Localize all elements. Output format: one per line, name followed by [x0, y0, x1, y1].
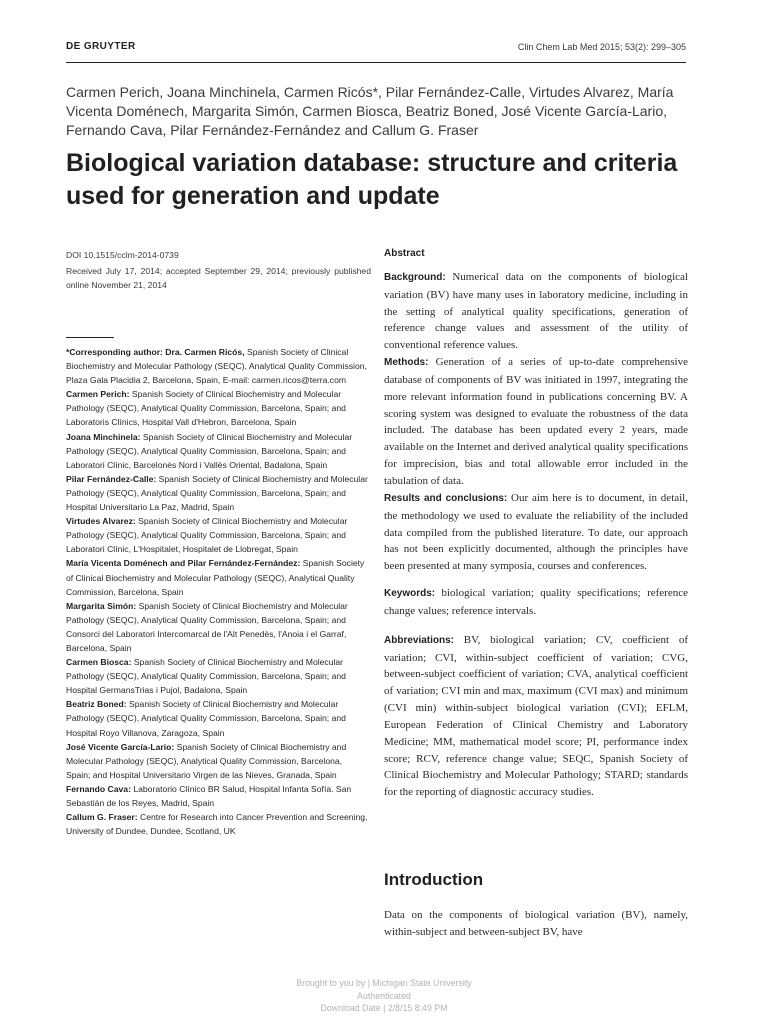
abbreviations-text: BV, biological variation; CV, coefficient of variation; CVI, within-subject coefficient of variation; CVG, between-subject coefficient of variation; CVA, analytical coefficient of variation; CVI min and max, maximum (CVI max) and minimum (CVI min) within-subject biological variation (CVI); EFLM, European Federation of Clinical Chemistry and Laboratory Medicine; MM, mathematical model score; PI, performance index score; RCV, reference change value; SEQC, Spanish Society of Clinical Biochemistry and Molecular Pathology; STARD; standards for the reporting of diagnostic accuracy studies. [384, 633, 688, 799]
affiliation-name: Virtudes Alvarez: [66, 516, 136, 527]
abbreviations [384, 632, 688, 801]
abstract-results [384, 490, 688, 575]
footer-download-date: Download Date | 2/8/15 8:49 PM [320, 1003, 448, 1013]
affiliation-item [66, 782, 368, 810]
affiliation-text: Spanish Society of Clinical Biochemistry and Molecular Pathology (SEQC), Analytical Quality Commission, Barcelona, Spain; and Hospital Universitario La Paz, Madrid, Spain [66, 473, 368, 513]
affiliation-name: Beatriz Boned: [66, 699, 127, 710]
footnote-rule [66, 337, 114, 338]
affiliation-text: Spanish Society of Clinical Biochemistry and Molecular Pathology (SEQC), Analytical Quality Commission, Barcelona, Spain; and Hospital GermansTrias i Pujol, Badalona, Spain [66, 657, 346, 696]
affiliation-item [66, 430, 368, 472]
introduction-text: Data on the components of biological variation (BV), namely, within-subject and between-subject BV, have [384, 909, 688, 938]
journal-citation: Clin Chem Lab Med 2015; 53(2): 299–305 [517, 42, 686, 52]
affiliation-name: José Vicente García-Lario: [66, 741, 175, 752]
abstract-background [384, 269, 688, 354]
affiliation-name: Fernando Cava: [66, 783, 131, 794]
affiliation-item [66, 599, 368, 655]
affiliation-text: Spanish Society of Clinical Biochemistry and Molecular Pathology (SEQC), Analytical Quality Commission, Barcelona, Spain; and Hospital Universitario Virgen de las Nieves, Granada, Spain [66, 741, 347, 780]
affiliation-item [66, 697, 368, 739]
affiliation-text: Spanish Society of Clinical Biochemistry and Molecular Pathology (SEQC), Analytical Quality Commission, Barcelona, Spain; and Laboratoris Clínics, Hospital Vall d'Hebron, Barcelona, Spain [66, 389, 346, 428]
keywords [384, 585, 688, 620]
results-label: Results and conclusions: [384, 492, 508, 504]
publisher-logo: DE GRUYTER [66, 41, 136, 52]
affiliation-text: Laboratorio Clínico BR Salud, Hospital Infanta Sofía. San Sebastián de los Reyes, Madrid, Spain [66, 783, 352, 808]
affiliation-name: Carmen Perich: [66, 389, 130, 400]
methods-text: Generation of a series of up-to-date comprehensive database of components of BV was initiated in 1997, integrating the more relevant information found in publications concerning BV. A scoring system was designed to evaluate the robustness of the data included. The database has been updated every 2 years, made available on the Internet and derived analytical quality specifications for imprecision, bias and total allowable error included in the tabulation of data. [384, 356, 688, 487]
affiliation-item [66, 472, 368, 514]
affiliation-text: Spanish Society of Clinical Biochemistry and Molecular Pathology (SEQC), Analytical Quality Commission, Barcelona, Spain; and Hospital Royo Villanova, Zaragoza, Spain [66, 699, 346, 738]
affiliation-item [66, 387, 368, 429]
background-label: Background: [384, 271, 446, 283]
affiliation-text: Spanish Society of Clinical Biochemistry and Molecular Pathology (SEQC), Analytical Quality Commission, Barcelona, Spain; and Laboratori Clínic, L'Hospitalet, Hospitalet de Llobregat, Spain [66, 516, 348, 555]
affiliation-name: María Vicenta Doménech and Pilar Fernández-Fernández: [66, 558, 301, 569]
affiliation-name: Pilar Fernández-Calle: [66, 473, 157, 484]
affiliation-name: Callum G. Fraser: [66, 812, 138, 823]
affiliation-name: Margarita Simón: [66, 600, 137, 611]
footer-authenticated: Authenticated [357, 990, 411, 1001]
abstract-section [384, 246, 688, 801]
doi-link[interactable]: DOI 10.1515/cclm-2014-0739 [66, 250, 179, 260]
affiliations-list [66, 345, 368, 838]
footer-provider: Brought to you by | Michigan State University [296, 978, 472, 988]
abstract-heading: Abstract [384, 248, 425, 259]
author-list: Carmen Perich, Joana Minchinela, Carmen Ricós*, Pilar Fernández-Calle, Virtudes Alvarez, María Vicenta Doménech, Margarita Simón, Carmen Biosca, Beatriz Boned, José Vicente García-Lario, Fernando Cava, Pilar Fernández-Fernández and Callum G. Fraser [66, 84, 674, 138]
introduction-heading: Introduction [384, 870, 484, 889]
background-text: Numerical data on the components of biological variation (BV) have many uses in laboratory medicine, including in the setting of analytical quality specifications, generation of reference change values and assessment of the utility of conventional reference values. [384, 270, 688, 352]
affiliation-item [66, 810, 368, 838]
affiliation-item [66, 514, 368, 556]
received-dates: Received July 17, 2014; accepted September 29, 2014; previously published online November 21, 2014 [66, 266, 371, 290]
running-header [66, 40, 686, 63]
affiliation-name: Carmen Biosca: [66, 657, 132, 668]
affiliation-item [66, 345, 368, 387]
affiliation-item [66, 655, 368, 697]
abbreviations-label: Abbreviations: [384, 634, 455, 646]
affiliation-name: Joana Minchinela: [66, 431, 141, 442]
results-text: Our aim here is to document, in detail, the methodology we used to evaluate the reliability of the included data compiled from the published literature. To date, our approach has not been explicitly documented, although the principles have been presented at many symposia, courses and conferences. [384, 491, 688, 573]
affiliation-text: Spanish Society of Clinical Biochemistry and Molecular Pathology (SEQC), Analytical Quality Commission, Plaza Gala Placidia 2, Barcelona, Spain, E-mail: carmen.ricos@terra.com [66, 347, 367, 386]
keywords-text: biological variation; quality specifications; reference change values; reference intervals. [384, 587, 688, 617]
methods-label: Methods: [384, 357, 429, 369]
affiliation-text: Spanish Society of Clinical Biochemistry and Molecular Pathology (SEQC), Analytical Quality Commission, Barcelona, Spain; and Consorci del Laboratori Intercomarcal de l'Alt Penedès, l'Anoia i el Garraf, Barcelona, Spain [66, 600, 348, 653]
affiliation-text: Spanish Society of Clinical Biochemistry and Molecular Pathology (SEQC), Analytical Quality Commission, Barcelona, Spain; and Laboratori Clínic, Barcelonès Nord i Vallès Oriental, Badalona, Spain [66, 431, 353, 470]
affiliation-item [66, 740, 368, 782]
abstract-methods [384, 354, 688, 490]
keywords-label: Keywords: [384, 588, 436, 600]
affiliation-text: Centre for Research into Cancer Prevention and Screening, University of Dundee, Dundee, Scotland, UK [66, 812, 368, 837]
affiliation-text: Spanish Society of Clinical Biochemistry and Molecular Pathology (SEQC), Analytical Quality Commission, Barcelona, Spain [66, 558, 365, 597]
download-footer [0, 977, 768, 1015]
article-title: Biological variation database: structure and criteria used for generation and update [66, 149, 678, 210]
article-meta [66, 248, 371, 292]
affiliation-name: *Corresponding author: Dra. Carmen Ricós, [66, 347, 245, 357]
affiliation-item [66, 556, 368, 598]
